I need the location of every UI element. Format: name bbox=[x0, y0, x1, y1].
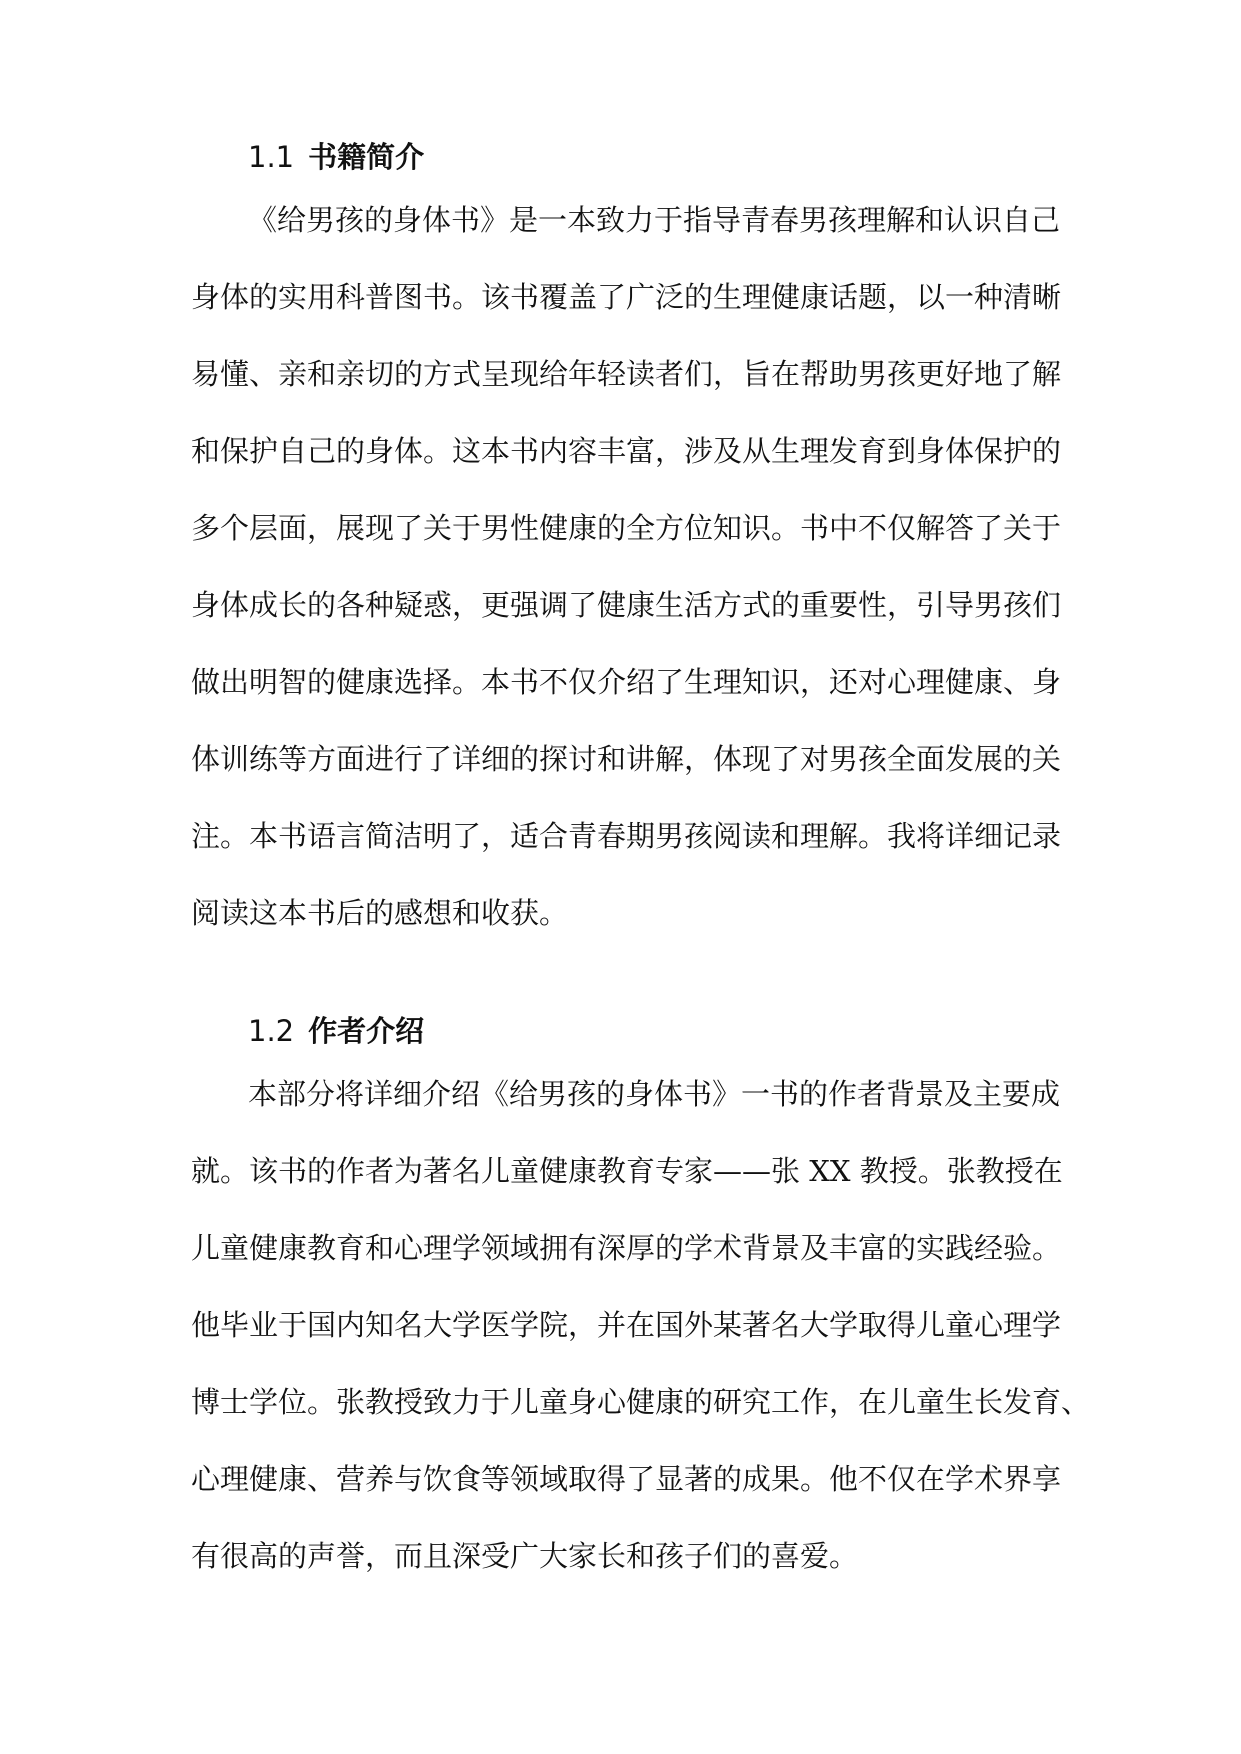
paragraph-line: 本部分将详细介绍《给男孩的身体书》一书的作者背景及主要成 bbox=[248, 1077, 1061, 1111]
section-number: 1.2 bbox=[248, 1014, 295, 1048]
paragraph-line: 体训练等方面进行了详细的探讨和讲解，体现了对男孩全面发展的关 bbox=[191, 742, 1062, 776]
section-number: 1.1 bbox=[248, 140, 295, 174]
paragraph-line: 儿童健康教育和心理学领域拥有深厚的学术背景及丰富的实践经验。 bbox=[191, 1231, 1062, 1265]
paragraph-line: 心理健康、营养与饮食等领域取得了显著的成果。他不仅在学术界享 bbox=[191, 1462, 1062, 1496]
paragraph-line: 身体的实用科普图书。该书覆盖了广泛的生理健康话题，以一种清晰 bbox=[191, 280, 1062, 314]
paragraph-line: 身体成长的各种疑惑，更强调了健康生活方式的重要性，引导男孩们 bbox=[191, 588, 1062, 622]
paragraph-line: 多个层面，展现了关于男性健康的全方位知识。书中不仅解答了关于 bbox=[191, 511, 1062, 545]
paragraph-line: 注。本书语言简洁明了，适合青春期男孩阅读和理解。我将详细记录 bbox=[191, 819, 1062, 853]
section-heading-book-intro bbox=[248, 138, 424, 176]
paragraph-author-intro bbox=[191, 1056, 1091, 1595]
paragraph-line: 他毕业于国内知名大学医学院，并在国外某著名大学取得儿童心理学 bbox=[191, 1308, 1062, 1342]
section-title: 作者介绍 bbox=[308, 1014, 425, 1048]
section-title: 书籍简介 bbox=[308, 140, 425, 174]
paragraph-line: 博士学位。张教授致力于儿童身心健康的研究工作，在儿童生长发育、 bbox=[191, 1385, 1091, 1419]
paragraph-line: 阅读这本书后的感想和收获。 bbox=[191, 896, 569, 930]
paragraph-line: 做出明智的健康选择。本书不仅介绍了生理知识，还对心理健康、身 bbox=[191, 665, 1062, 699]
paragraph-book-intro bbox=[191, 182, 1062, 952]
paragraph-line: 《给男孩的身体书》是一本致力于指导青春男孩理解和认识自己 bbox=[248, 203, 1061, 237]
paragraph-line: 易懂、亲和亲切的方式呈现给年轻读者们，旨在帮助男孩更好地了解 bbox=[191, 357, 1062, 391]
paragraph-line: 和保护自己的身体。这本书内容丰富，涉及从生理发育到身体保护的 bbox=[191, 434, 1062, 468]
section-heading-author-intro bbox=[248, 1012, 424, 1050]
paragraph-line: 就。该书的作者为著名儿童健康教育专家——张 XX 教授。张教授在 bbox=[191, 1154, 1063, 1188]
paragraph-line: 有很高的声誉，而且深受广大家长和孩子们的喜爱。 bbox=[191, 1539, 859, 1573]
